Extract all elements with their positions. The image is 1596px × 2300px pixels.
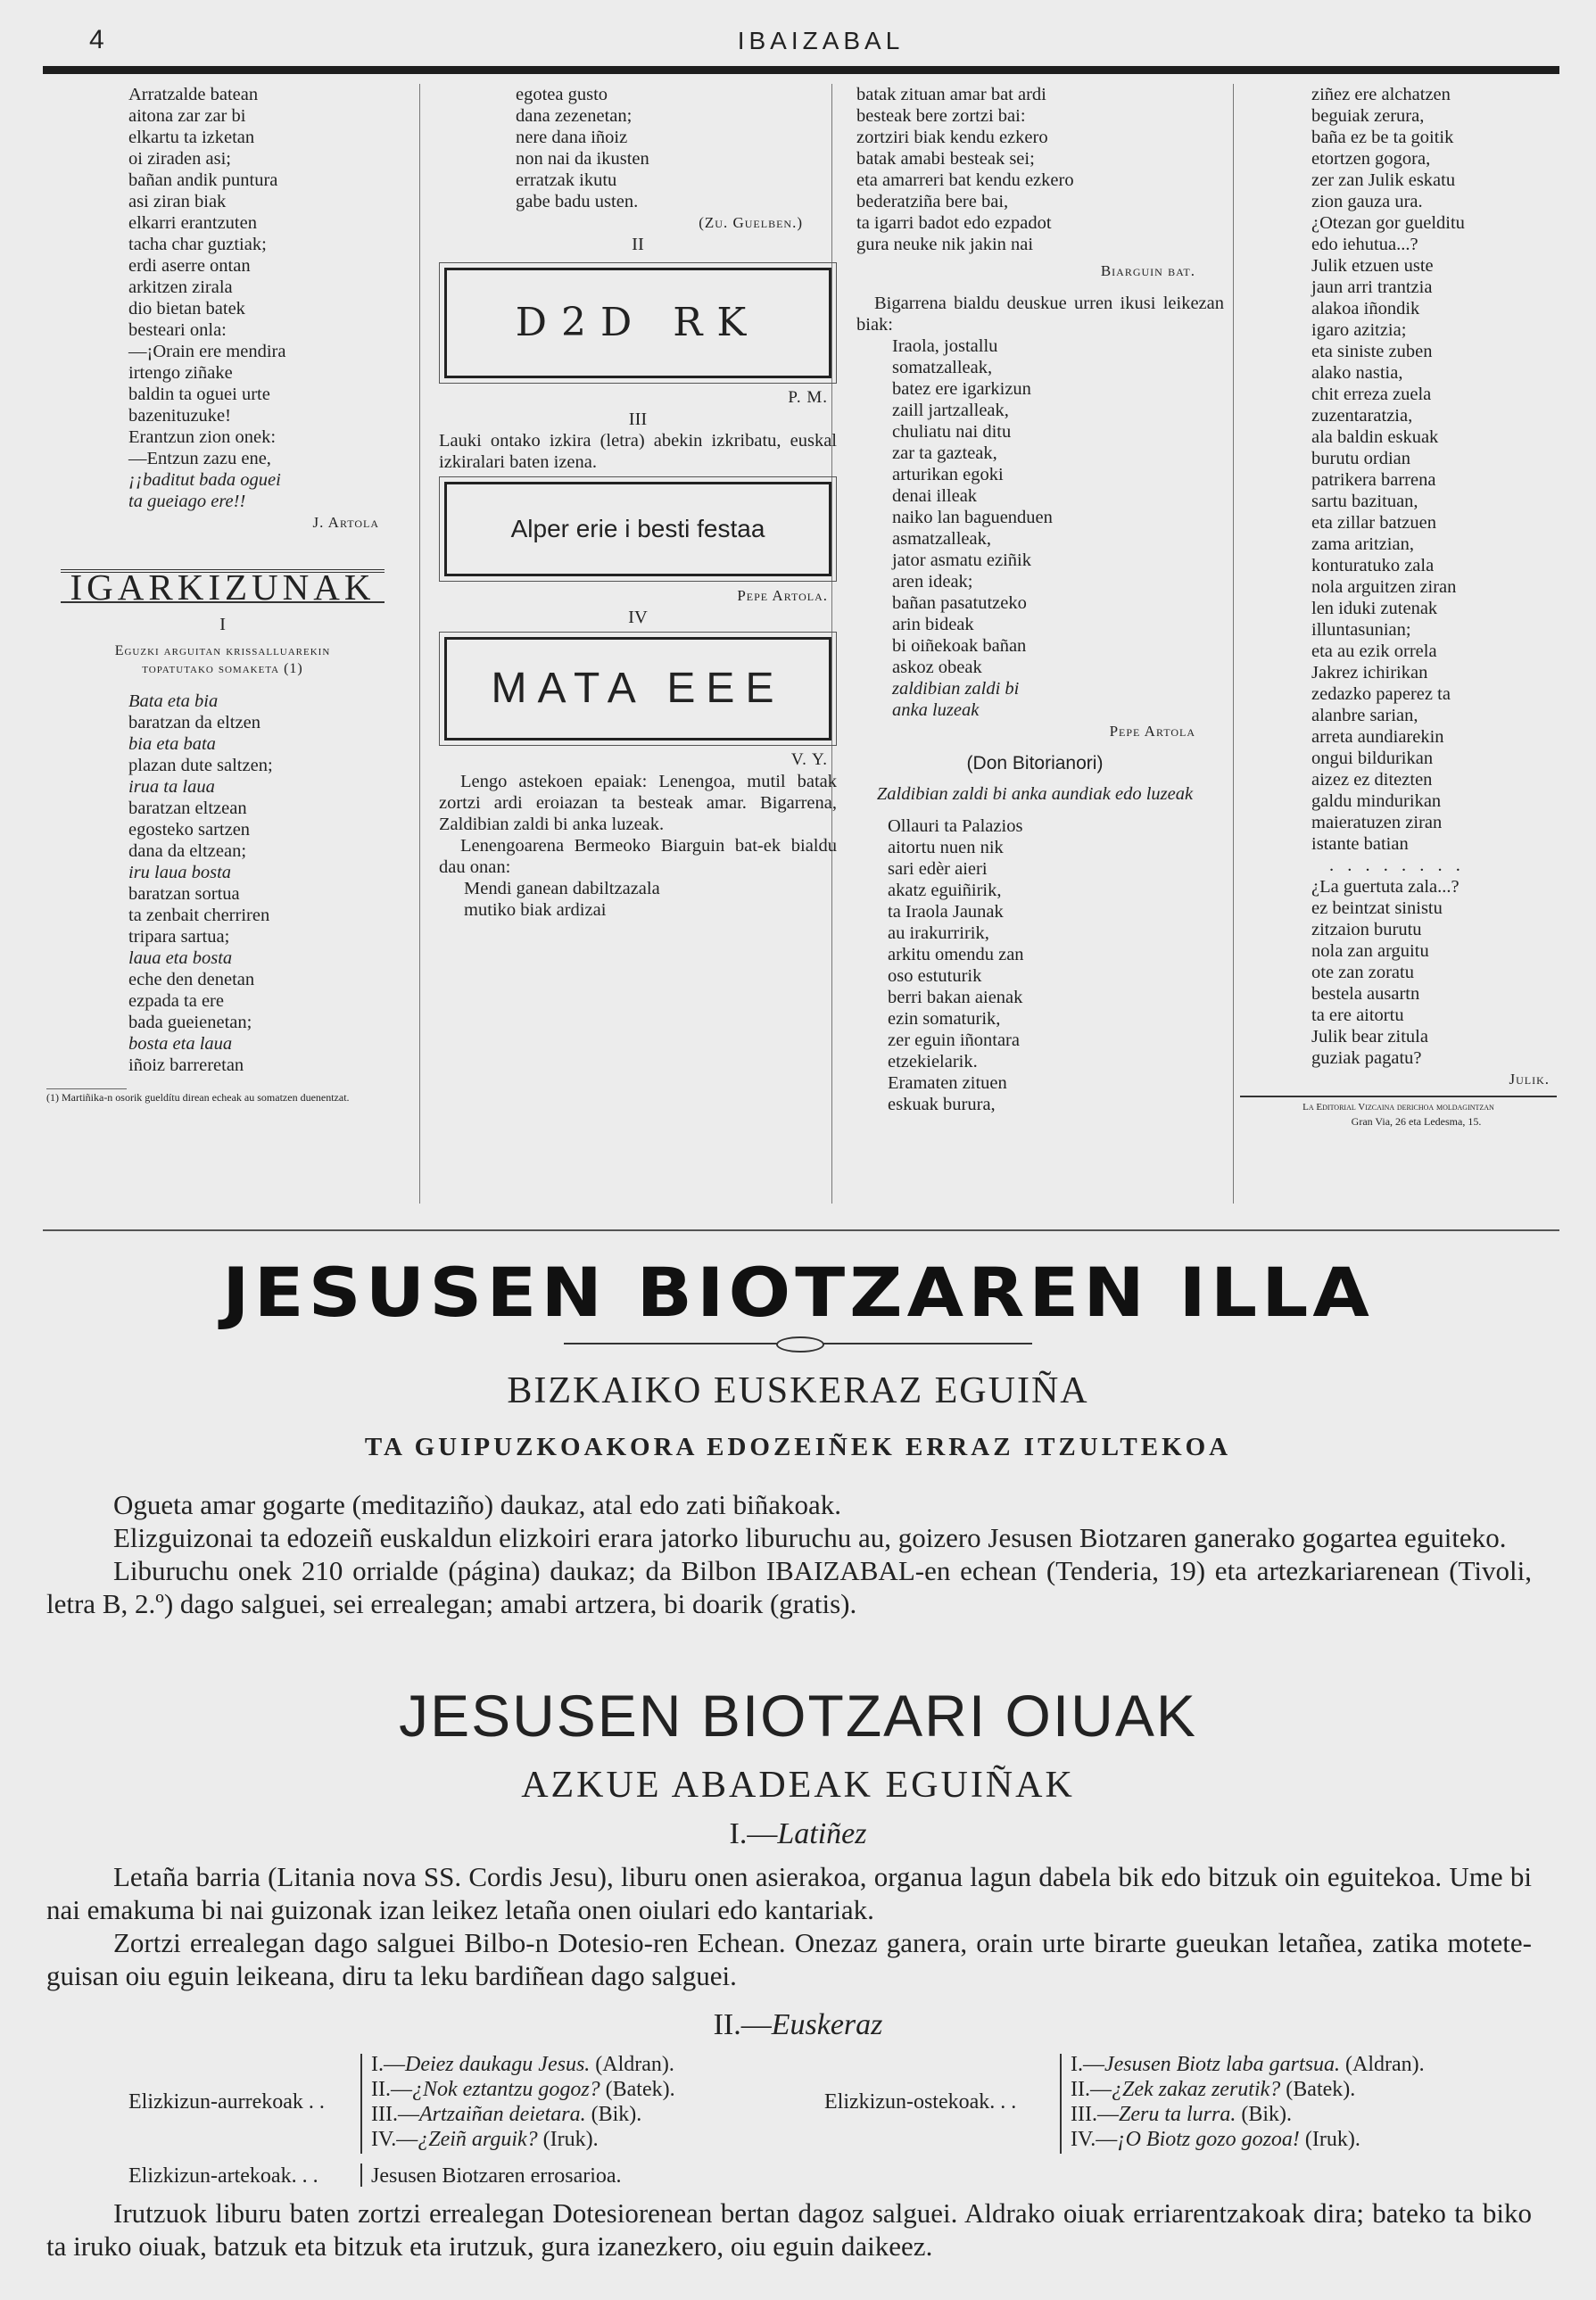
list-left-items [371, 2052, 675, 2152]
verse-line: batak zituan amar bat ardi [856, 85, 1046, 104]
verse-line: etortzen gogora, [1311, 149, 1431, 169]
ad-2-body [46, 1860, 1532, 1992]
song-title: Deiez daukagu Jesus. [405, 2053, 591, 2076]
puzzle-1-poem [46, 691, 399, 1076]
puzzle-3-box: Alper erie i besti festaa [444, 482, 831, 576]
verse-line: somatzalleak, [892, 358, 993, 377]
verse-line: sari edèr aieri [888, 859, 988, 879]
list-right-label: Elizkizun-ostekoak. . . [824, 2090, 1017, 2114]
verse-line: iñoiz barreretan [128, 1055, 244, 1075]
verse-line: baratzan da eltzen [128, 713, 260, 732]
section-number: II.— [713, 2008, 772, 2041]
verse-line: Ollauri ta Palazios [888, 816, 1023, 836]
puzzle-number-2: II [632, 235, 644, 254]
verse-line: plazan dute saltzen; [128, 756, 273, 775]
section-latinez [0, 1817, 1596, 1851]
verse-line: Arratzalde batean [128, 85, 259, 104]
verse-line: ta igarri badot edo ezpadot [856, 213, 1052, 233]
song-voices: (Aldran). [590, 2053, 674, 2076]
verse-line: akatz eguiñirik, [888, 881, 1002, 900]
verse-line: aitona zar zar bi [128, 106, 246, 126]
verse-line: naiko lan baguenduen [892, 508, 1053, 527]
verse-line: len iduki zutenak [1311, 599, 1438, 618]
signature-julik: Julik. [1509, 1071, 1550, 1088]
verse-line: ¿La guertuta zala...? [1311, 877, 1460, 897]
verse-line: ¡¡baditut bada oguei [128, 470, 281, 490]
ad-1-body [46, 1488, 1532, 1620]
verse-line: edo iehutua...? [1311, 235, 1418, 254]
ad-subtitle-2: TA GUIPUZKOAKORA EDOZEIÑEK ERRAZ ITZULTEKOA [364, 1433, 1232, 1461]
song-item [371, 2077, 675, 2102]
verse-line: tacha char guztiak; [128, 235, 267, 254]
verse-line: baldin ta oguei urte [128, 385, 270, 404]
verse-line: Mendi ganean dabiltzazala [464, 879, 660, 898]
verse-line: guziak pagatu? [1311, 1048, 1422, 1068]
newspaper-title: IBAIZABAL [737, 27, 905, 54]
answer-poem [839, 84, 1231, 255]
verse-line: eta siniste zuben [1311, 342, 1433, 361]
verse-line: denai illeak [892, 486, 978, 506]
song-title: ¿Nok eztantzu gogoz? [411, 2078, 600, 2101]
verse-line: Erantzun zion onek: [128, 427, 277, 447]
column-1 [46, 84, 399, 1104]
ad-title-1: JESUSEN BIOTZAREN ILLA [222, 1253, 1374, 1333]
verse-line: Iraola, jostallu [892, 336, 998, 356]
verse-line: dio bietan batek [128, 299, 245, 319]
answer-poem-start [428, 878, 848, 921]
verse-line: au irakurririk, [888, 923, 989, 943]
ollauri-poem [839, 815, 1231, 1115]
brace [1060, 2054, 1062, 2154]
verse-line: arreta aundiarekin [1311, 727, 1444, 747]
verse-line: bi oiñekoak bañan [892, 636, 1027, 656]
verse-line: —Entzun zazu ene, [128, 449, 271, 468]
ad-paragraph: Elizguizonai ta edozeiñ euskaldun elizkoiri erara jatorko liburuchu au, goizero Jesusen Biotzaren ganerako gogartea eguiteko. [113, 1522, 1507, 1553]
verse-line: ta ere aitortu [1311, 1005, 1404, 1025]
answers-text-2: Lenengoarena Bermeoko Biarguin bat-ek bialdu dau onan: [439, 836, 837, 877]
verse-line: elkarri erantzuten [128, 213, 257, 233]
section-name: Latiñez [777, 1817, 867, 1850]
puzzle-4-box: MATA EEE [444, 637, 831, 740]
verse-line: batez ere igarkizun [892, 379, 1031, 399]
section-number: I.— [729, 1817, 778, 1850]
verse-line: bosta eta laua [128, 1034, 233, 1054]
verse-line: jaun arri trantzia [1311, 277, 1433, 297]
verse-line: baratzan eltzean [128, 798, 247, 818]
verse-line: ta Iraola Jaunak [888, 902, 1004, 922]
verse-line: zortziri biak kendu ezkero [856, 128, 1048, 147]
verse-line: gabe badu usten. [516, 192, 639, 211]
list-mid-label: Elizkizun-artekoak. . . [128, 2164, 318, 2188]
verse-line: ez beintzat sinistu [1311, 898, 1443, 918]
verse-line: ¿Otezan gor guelditu [1311, 213, 1465, 233]
verse-line: bañan pasatutzeko [892, 593, 1027, 613]
puzzle-heading-line: topatutako somaketa (1) [142, 661, 303, 676]
verse-line: beguiak zerura, [1311, 106, 1425, 126]
ad-paragraph: Irutzuok liburu baten zortzi errealegan Dotesiorenean bertan dagoz salguei. Aldrako oiuak erriarentzakoak dira; bateko ta biko ta iruko oiuak, batzuk eta bitzuk eta irutzuk, gura izanezkero, oiu eguin daikeez. [46, 2197, 1532, 2262]
song-number: I.— [1071, 2053, 1104, 2076]
italic-subtitle: Zaldibian zaldi bi anka aundiak edo luzeak [876, 784, 1194, 804]
song-number: III.— [371, 2103, 419, 2126]
verse-line: burutu ordian [1311, 449, 1411, 468]
puzzle-number-3: III [628, 410, 648, 429]
song-number: IV.— [1071, 2128, 1118, 2151]
page-header [89, 25, 1552, 61]
verse-line: alanbre sarian, [1311, 706, 1418, 725]
verse-line: oi ziraden asi; [128, 149, 231, 169]
brace [360, 2163, 362, 2187]
song-voices: (Iruk). [537, 2128, 599, 2151]
verse-line: asmatzalleak, [892, 529, 991, 549]
song-voices: (Batek). [1280, 2078, 1356, 2101]
verse-line: illuntasunian; [1311, 620, 1411, 640]
dots-separator: . . . . . . . . [1329, 856, 1465, 875]
verse-line: alako nastia, [1311, 363, 1403, 383]
poem-continued [428, 84, 848, 212]
verse-line: —¡Orain ere mendira [128, 342, 286, 361]
song-voices: (Bik). [1236, 2103, 1293, 2126]
verse-line: ezin somaturik, [888, 1009, 1001, 1029]
verse-line: baña ez be ta goitik [1311, 128, 1454, 147]
verse-line: zer eguin iñontara [888, 1030, 1020, 1050]
verse-line: igaro azitzia; [1311, 320, 1407, 340]
song-item [371, 2102, 675, 2127]
verse-line: zer zan Julik eskatu [1311, 170, 1456, 190]
columns [46, 84, 1559, 1217]
page-number: 4 [89, 25, 104, 54]
song-title: ¿Zeiñ arguik? [418, 2128, 538, 2151]
signature-biarguin-bat: Biarguin bat. [1100, 262, 1195, 279]
verse-line: nere dana iñoiz [516, 128, 628, 147]
julik-poem [1240, 84, 1557, 855]
verse-line: tripara sartua; [128, 927, 230, 947]
song-voices: (Batek). [600, 2078, 675, 2101]
footnote-rule [46, 1088, 127, 1089]
song-number: III.— [1071, 2103, 1119, 2126]
verse-line: Eramaten zituen [888, 1073, 1007, 1093]
verse-line: ala baldin eskuak [1311, 427, 1439, 447]
song-item [371, 2127, 675, 2152]
imprint-address: Gran Via, 26 eta Ledesma, 15. [1351, 1115, 1482, 1128]
ad-paragraph: Zortzi errealegan dago salguei Bilbo-n Dotesio-ren Echean. Onezaz ganera, orain urte birarte gueukan letañea, zatika motete-guisan oiu eguin leikeana, diru ta leku bardiñean dago salguei. [46, 1927, 1532, 1991]
header-rule [43, 66, 1559, 74]
verse-line: aizez ez ditezten [1311, 770, 1433, 790]
second-answer-poem [839, 335, 1231, 678]
verse-line: iru laua bosta [128, 863, 232, 882]
verse-line: batak amabi besteak sei; [856, 149, 1035, 169]
section-name: Euskeraz [771, 2008, 883, 2041]
verse-line: nola arguitzen ziran [1311, 577, 1457, 597]
song-voices: (Iruk). [1299, 2128, 1360, 2151]
song-title: ¡O Biotz gozo gozoa! [1117, 2128, 1300, 2151]
verse-line: chit erreza zuela [1311, 385, 1432, 404]
ad-paragraph: Ogueta amar gogarte (meditaziño) daukaz, atal edo zati biñakoak. [113, 1489, 841, 1520]
verse-line: zitzaion burutu [1311, 920, 1422, 939]
song-title: Jesusen Biotz laba gartsua. [1104, 2053, 1340, 2076]
verse-line: zaldibian zaldi bi [892, 679, 1020, 699]
verse-line: eta zillar batzuen [1311, 513, 1436, 533]
column-divider [1233, 84, 1234, 1204]
puzzle-number-4: IV [628, 608, 648, 627]
verse-line: Julik etzuen uste [1311, 256, 1434, 276]
ad-paragraph: Letaña barria (Litania nova SS. Cordis Jesu), liburu onen asierakoa, organua lagun dabela bik edo bitzuk oin eguitekoa. Ume bi nai emakuma bi nai guizonak izan leikez letaña onen oiulari edo kantariak. [46, 1861, 1532, 1925]
verse-line: eskuak burura, [888, 1095, 996, 1114]
imprint-rule [1240, 1096, 1557, 1097]
verse-line: askoz obeak [892, 658, 982, 677]
list-mid-item: Jesusen Biotzaren errosarioa. [371, 2164, 622, 2188]
puzzle-3-text: Lauki ontako izkira (letra) abekin izkribatu, euskal izkiralari baten izena. [439, 431, 837, 472]
verse-line: besteak bere zortzi bai: [856, 106, 1026, 126]
verse-line: sartu bazituan, [1311, 492, 1418, 511]
verse-line: alakoa iñondik [1311, 299, 1420, 319]
footnote: (1) Martiñika-n osorik gueldítu direan echeak au somatzen duenentzat. [46, 1091, 350, 1104]
signature-j-artola: J. Artola [312, 514, 379, 531]
verse-line: zedazko paperez ta [1311, 684, 1451, 704]
verse-line: irtengo ziñake [128, 363, 233, 383]
verse-line: ta zenbait cherriren [128, 906, 270, 925]
verse-line: etzekielarik. [888, 1052, 978, 1071]
song-title: Zeru ta lurra. [1118, 2103, 1236, 2126]
verse-line: arturikan egoki [892, 465, 1004, 484]
verse-line: bia eta bata [128, 734, 216, 754]
song-number: II.— [1071, 2078, 1112, 2101]
verse-line: bazenituzuke! [128, 406, 231, 426]
verse-line: zama aritzian, [1311, 534, 1414, 554]
song-number: IV.— [371, 2128, 418, 2151]
column-3 [839, 84, 1231, 1115]
song-item [1071, 2052, 1425, 2077]
song-item [1071, 2127, 1425, 2152]
verse-line: zar ta gazteak, [892, 443, 997, 463]
second-answer-intro: Bigarrena bialdu deuskue urren ikusi leikezan biak: [856, 294, 1224, 335]
verse-line: anka luzeak [892, 700, 980, 720]
song-item [1071, 2077, 1425, 2102]
verse-line: bada gueienetan; [128, 1013, 252, 1032]
verse-line: konturatuko zala [1311, 556, 1435, 575]
ad-subtitle-3: AZKUE ABADEAK EGUIÑAK [521, 1765, 1075, 1806]
song-voices: (Bik). [585, 2103, 642, 2126]
verse-line: mutiko biak ardizai [464, 900, 607, 920]
list-right-items [1071, 2052, 1425, 2152]
verse-line: jator asmatu eziñik [892, 550, 1031, 570]
verse-line: Jakrez ichirikan [1311, 663, 1428, 683]
puzzle-2-box: D2D RK [444, 268, 831, 378]
ad-subtitle-1: BIZKAIKO EUSKERAZ EGUIÑA [507, 1370, 1089, 1411]
verse-line: ziñez ere alchatzen [1311, 85, 1451, 104]
signature-pm: P. M. [788, 388, 828, 407]
verse-line: ezpada ta ere [128, 991, 224, 1011]
ad-paragraph: Liburuchu onek 210 orrialde (página) daukaz; da Bilbon IBAIZABAL-en echean (Tenderia, 19) eta artezkariarenean (Tivoli, letra B, 2.º) dago salguei, sei errealegan; amabi artzera, bi doarik (gratis). [46, 1555, 1532, 1619]
column-2 [428, 84, 848, 921]
imprint-publisher: La Editorial Vizcaina derichoa moldagintzan [1302, 1102, 1494, 1113]
verse-line: maieratuzen ziran [1311, 813, 1443, 832]
signature-pepe-artola: Pepe Artola. [737, 587, 828, 604]
verse-line: eta au ezik orrela [1311, 641, 1437, 661]
verse-line: ta gueiago ere!! [128, 492, 246, 511]
verse-line: bederatziña bere bai, [856, 192, 1009, 211]
verse-line: laua eta bosta [128, 948, 233, 968]
verse-line: arin bideak [892, 615, 974, 634]
verse-line: arkitzen zirala [128, 277, 233, 297]
puzzle-heading [46, 642, 399, 678]
dedication: (Don Bitorianori) [966, 753, 1104, 774]
answers-text: Lengo astekoen epaiak: Lenengoa, mutil batak zortzi ardi eroiazan ta besteak amar. Bigarrena, Zaldibian zaldi bi anka luzeak. [439, 772, 837, 834]
verse-line: irua ta laua [128, 777, 215, 797]
verse-line: oso estuturik [888, 966, 982, 986]
verse-line: non nai da ikusten [516, 149, 649, 169]
verse-line: erdi aserre ontan [128, 256, 251, 276]
puzzle-number-1: I [219, 615, 226, 634]
song-number: I.— [371, 2053, 405, 2076]
verse-line: arkitu omendu zan [888, 945, 1024, 964]
song-title: ¿Zek zakaz zerutik? [1111, 2078, 1281, 2101]
song-voices: (Aldran). [1340, 2053, 1425, 2076]
song-number: II.— [371, 2078, 412, 2101]
julik-poem-ending [1240, 876, 1557, 1069]
signature-zu-guelben: (Zu. Guelben.) [699, 214, 803, 231]
verse-line: aitortu nuen nik [888, 838, 1004, 857]
verse-line: dana da eltzean; [128, 841, 247, 861]
verse-line: Bata eta bia [128, 691, 219, 711]
column-4 [1240, 84, 1557, 1129]
second-answer-ending [839, 678, 1231, 721]
verse-line: patrikera barrena [1311, 470, 1436, 490]
section-rule [43, 1229, 1559, 1231]
verse-line: aren ideak; [892, 572, 973, 592]
verse-line: galdu mindurikan [1311, 791, 1442, 811]
verse-line: zaill jartzalleak, [892, 401, 1009, 420]
verse-line: egosteko sartzen [128, 820, 251, 840]
brace [360, 2054, 362, 2154]
verse-line: chuliatu nai ditu [892, 422, 1012, 442]
poem-1-ending [46, 469, 399, 512]
song-item [1071, 2102, 1425, 2127]
section-euskeraz [0, 2008, 1596, 2042]
ad-3-body [46, 2197, 1532, 2263]
verse-line: berri bakan aienak [888, 988, 1023, 1007]
verse-line: Julik bear zitula [1311, 1027, 1428, 1047]
verse-line: dana zezenetan; [516, 106, 633, 126]
verse-line: erratzak ikutu [516, 170, 617, 190]
verse-line: istante batian [1311, 834, 1409, 854]
verse-line: eta amarreri bat kendu ezkero [856, 170, 1074, 190]
verse-line: bañan andik puntura [128, 170, 278, 190]
section-title-igarkizunak: IGARKIZUNAK [61, 569, 385, 603]
verse-line: ongui bildurikan [1311, 749, 1434, 768]
puzzle-heading-line: Eguzki arguitan krissalluarekin [114, 643, 331, 658]
ornament-center [776, 1336, 824, 1353]
column-divider [419, 84, 420, 1204]
verse-line: ote zan zoratu [1311, 963, 1414, 982]
verse-line: baratzan sortua [128, 884, 240, 904]
ad-title-2: JESUSEN BIOTZARI OIUAK [399, 1683, 1197, 1749]
signature-pepe-artola-2: Pepe Artola [1109, 723, 1195, 740]
verse-line: gura neuke nik jakin nai [856, 235, 1034, 254]
verse-line: zion gauza ura. [1311, 192, 1423, 211]
poem-1 [46, 84, 399, 469]
verse-line: nola zan arguitu [1311, 941, 1429, 961]
song-title: Artzaiñan deietara. [418, 2103, 586, 2126]
verse-line: besteari onla: [128, 320, 227, 340]
verse-line: bestela ausartn [1311, 984, 1420, 1004]
verse-line: asi ziran biak [128, 192, 227, 211]
song-item [371, 2052, 675, 2077]
verse-line: egotea gusto [516, 85, 608, 104]
verse-line: elkartu ta izketan [128, 128, 255, 147]
verse-line: eche den denetan [128, 970, 255, 989]
list-left-label: Elizkizun-aurrekoak . . [128, 2090, 325, 2114]
signature-vy: V. Y. [790, 750, 828, 769]
verse-line: zuzentaratzia, [1311, 406, 1413, 426]
